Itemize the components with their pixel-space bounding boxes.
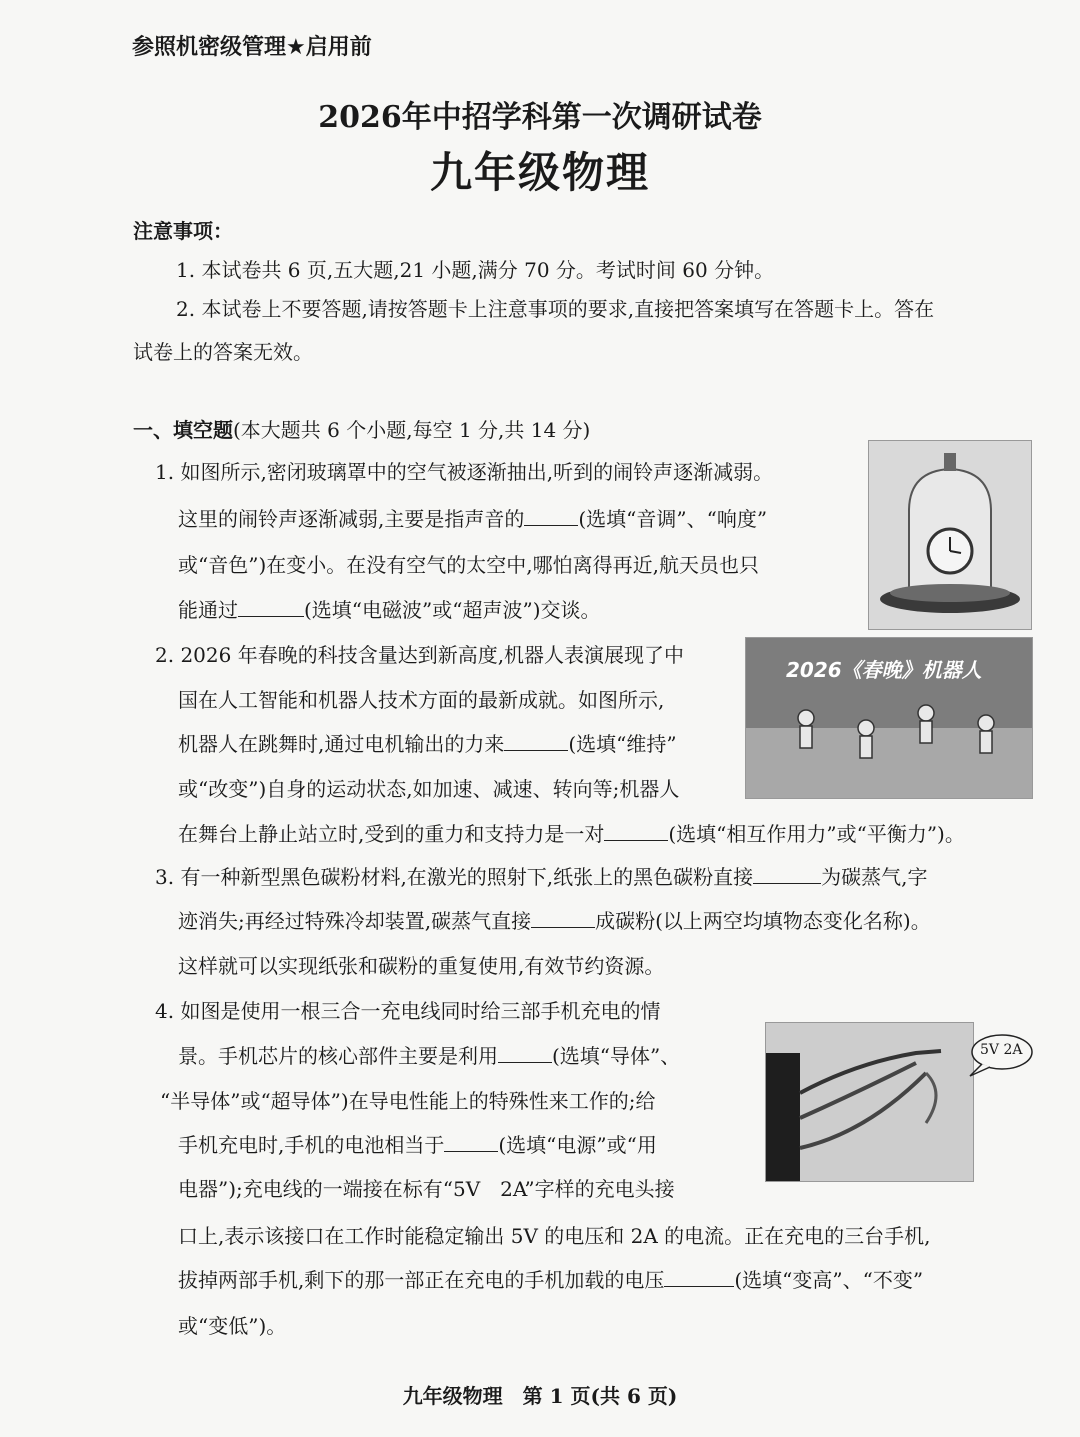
q2-text: (选填“相互作用力”或“平衡力”)。	[668, 822, 965, 846]
q1-text: 能通过	[178, 598, 238, 622]
q3-text: 迹消失;再经过特殊冷却装置,碳蒸气直接	[178, 909, 532, 933]
q2-line-3	[178, 730, 677, 758]
section-heading	[133, 416, 590, 444]
q2-text: 在舞台上静止站立时,受到的重力和支持力是一对	[178, 822, 605, 846]
charger-illustration	[766, 1023, 973, 1181]
subject-title: 九年级物理	[429, 148, 650, 197]
q3-line-1	[155, 863, 928, 891]
q4-line-1: 4. 如图是使用一根三合一充电线同时给三部手机充电的情	[155, 999, 661, 1023]
robot-image	[745, 637, 1033, 799]
q1-text: 这里的闹铃声逐渐减弱,主要是指声音的	[178, 507, 525, 531]
q4-text: (选填“导体”、	[552, 1044, 681, 1068]
speech-bubble-text: 5V 2A	[980, 1042, 1023, 1058]
answer-blank[interactable]	[504, 730, 568, 751]
speech-bubble	[968, 1032, 1034, 1072]
secret-label: 参照机密级管理★启用前	[132, 35, 372, 60]
answer-blank[interactable]	[444, 1131, 498, 1152]
section-heading-rest: (本大题共 6 个小题,每空 1 分,共 14 分)	[233, 418, 591, 442]
q3-text: 成碳粉(以上两空均填物态变化名称)。	[595, 909, 931, 933]
q1-line-2	[178, 505, 767, 533]
q4-line-8: 或“变低”)。	[178, 1314, 287, 1338]
q1-line-3: 或“音色”)在变小。在没有空气的太空中,哪怕离得再近,航天员也只	[178, 553, 759, 577]
bell-jar-illustration	[869, 441, 1031, 629]
q1-line-4	[178, 596, 601, 624]
answer-blank[interactable]	[531, 907, 595, 928]
page-footer: 九年级物理 第 1 页(共 6 页)	[402, 1384, 678, 1408]
q4-text: 手机充电时,手机的电池相当于	[178, 1133, 445, 1157]
answer-blank[interactable]	[498, 1042, 552, 1063]
q1-text: (选填“电磁波”或“超声波”)交谈。	[304, 598, 601, 622]
q4-text: 景。手机芯片的核心部件主要是利用	[178, 1044, 498, 1068]
q4-line-2	[178, 1042, 680, 1070]
answer-blank[interactable]	[753, 863, 821, 884]
exam-title: 2026年中招学科第一次调研试卷	[318, 100, 762, 135]
q1-text: (选填“音调”、“响度”	[578, 507, 768, 531]
q4-line-4	[178, 1131, 657, 1159]
note-item-2-cont: 试卷上的答案无效。	[133, 340, 313, 364]
q4-line-6: 口上,表示该接口在工作时能稳定输出 5V 的电压和 2A 的电流。正在充电的三台手机,	[178, 1224, 931, 1248]
q3-text: 为碳蒸气,字	[821, 865, 928, 889]
q2-text: (选填“维持”	[568, 732, 677, 756]
note-item-1: 1. 本试卷共 6 页,五大题,21 小题,满分 70 分。考试时间 60 分钟。	[176, 258, 775, 282]
q3-line-3: 这样就可以实现纸张和碳粉的重复使用,有效节约资源。	[178, 954, 665, 978]
q2-line-4: 或“改变”)自身的运动状态,如加速、减速、转向等;机器人	[178, 777, 680, 801]
note-item-2: 2. 本试卷上不要答题,请按答题卡上注意事项的要求,直接把答案填写在答题卡上。答在	[176, 297, 935, 321]
q3-line-2	[178, 907, 931, 935]
q2-text: 机器人在跳舞时,通过电机输出的力来	[178, 732, 505, 756]
q1-line-1: 1. 如图所示,密闭玻璃罩中的空气被逐渐抽出,听到的闹铃声逐渐减弱。	[155, 460, 774, 484]
answer-blank[interactable]	[604, 820, 668, 841]
q4-line-7	[178, 1266, 923, 1294]
answer-blank[interactable]	[238, 596, 304, 617]
q2-line-2: 国在人工智能和机器人技术方面的最新成就。如图所示,	[178, 688, 665, 712]
charger-image	[765, 1022, 974, 1182]
bell-jar-image	[868, 440, 1032, 630]
q4-text: 拔掉两部手机,剩下的那一部正在充电的手机加载的电压	[178, 1268, 665, 1292]
answer-blank[interactable]	[524, 505, 578, 526]
q2-line-5	[178, 820, 965, 848]
q3-text: 3. 有一种新型黑色碳粉材料,在激光的照射下,纸张上的黑色碳粉直接	[155, 865, 754, 889]
q4-text: (选填“电源”或“用	[498, 1133, 657, 1157]
notes-heading: 注意事项：	[133, 219, 233, 243]
q2-line-1: 2. 2026 年春晚的科技含量达到新高度,机器人表演展现了中	[155, 643, 685, 667]
q4-text: (选填“变高”、“不变”	[734, 1268, 924, 1292]
answer-blank[interactable]	[664, 1266, 734, 1287]
q4-line-5: 电器”);充电线的一端接在标有“5V 2A”字样的充电头接	[178, 1177, 675, 1201]
q4-line-3: “半导体”或“超导体”)在导电性能上的特殊性来工作的;给	[160, 1089, 656, 1113]
section-heading-bold: 一、填空题	[133, 418, 233, 442]
robot-image-caption: 2026《春晚》机器人	[786, 658, 982, 682]
